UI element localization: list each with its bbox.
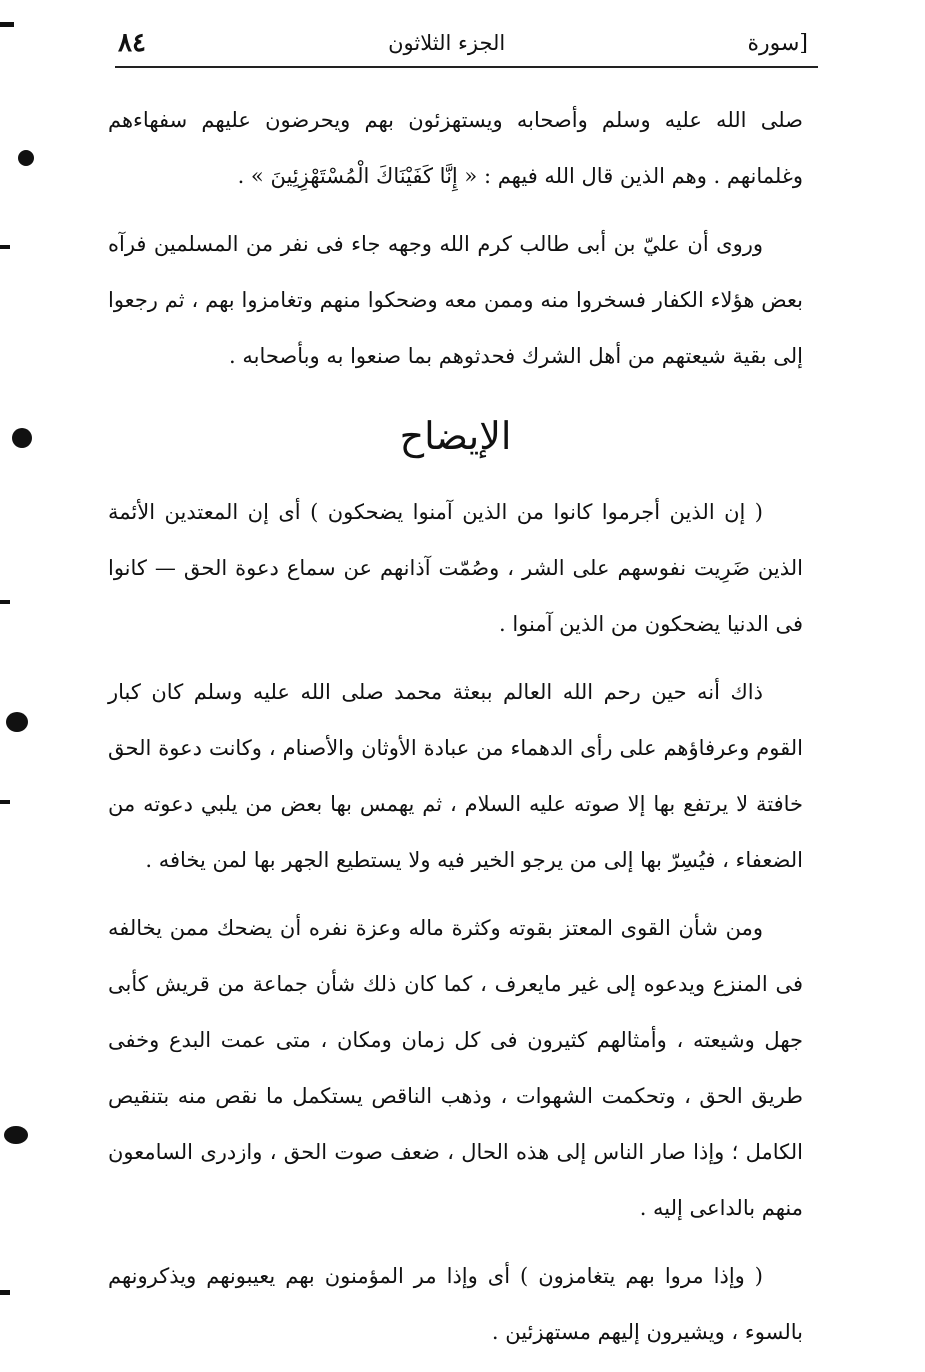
running-title: الجزء الثلاثون	[388, 31, 506, 55]
paragraph-5: ومن شأن القوى المعتز بقوته وكثرة ماله وعزة نفره أن يضحك ممن يخالفه فى المنزع ويدعوه إلى غير مايعرف ، كما كان ذلك شأن جماعة من قريش كأبى جهل وشيعته ، وأمثالهم كثيرون فى كل زمان ومكان ، متى عمت البدع وخفى طريق الحق ، وتحكمت الشهوات ، وذهب الناقص يستكمل ما نقص منه بتنقيص الكامل ؛ وإذا صار الناس إلى هذه الحال ، ضعف صوت الحق ، وازدرى السامعون منهم بالداعى إليه .	[108, 916, 803, 1220]
scan-blot	[18, 150, 34, 166]
surah-label: [سورة	[747, 30, 808, 56]
paragraph-6: ( وإذا مروا بهم يتغامزون ) أى وإذا مر المؤمنون بهم يعيبونهم ويذكرونهم بالسوء ، ويشيرون إليهم مستهزئين .	[108, 1264, 803, 1344]
scan-blot	[12, 428, 32, 448]
paragraph-1: صلى الله عليه وسلم وأصحابه ويستهزئون بهم ويحرضون عليهم سفهاءهم وغلمانهم . وهم الذين قال الله فيهم : « إِنَّا كَفَيْنَاكَ الْمُسْتَهْزِئِينَ » .	[108, 108, 803, 188]
scan-edge-mark	[0, 800, 10, 804]
page-number: ٨٤	[118, 28, 146, 58]
scan-blot	[6, 712, 28, 732]
page-header	[118, 22, 808, 64]
section-heading: الإيضاح	[399, 414, 512, 458]
scan-edge-mark	[0, 22, 14, 27]
scan-edge-mark	[0, 600, 10, 604]
paragraph-3: ( إن الذين أجرموا كانوا من الذين آمنوا يضحكون ) أى إن المعتدين الأئمة الذين ضَرِيت نفوسهم على الشر ، وصُمّت آذانهم عن سماع دعوة الحق — كانوا فى الدنيا يضحكون من الذين آمنوا .	[108, 500, 803, 636]
paragraph-2: وروى أن عليّ بن أبى طالب كرم الله وجهه جاء فى نفر من المسلمين فرآه بعض هؤلاء الكفار فسخروا منه وممن معه وضحكوا منهم وتغامزوا بهم ، ثم رجعوا إلى بقية شيعتهم من أهل الشرك فحدثوهم بما صنعوا به وبأصحابه .	[108, 232, 803, 368]
scan-blot	[4, 1126, 28, 1144]
paragraph-4: ذاك أنه حين رحم الله العالم ببعثة محمد صلى الله عليه وسلم كان كبار القوم وعرفاؤهم على رأى الدهماء من عبادة الأوثان والأصنام ، وكانت دعوة الحق خافتة لا يرتفع بها إلا صوته عليه السلام ، ثم يهمس بها بعض من يلبي دعوته من الضعفاء ، فيُسِرّ بها إلى من يرجو الخير فيه ولا يستطيع الجهر بها لمن يخافه .	[108, 680, 803, 872]
page-body	[108, 92, 803, 1372]
scan-edge-mark	[0, 245, 10, 249]
scan-edge-mark	[0, 1290, 10, 1295]
header-rule	[115, 66, 818, 68]
